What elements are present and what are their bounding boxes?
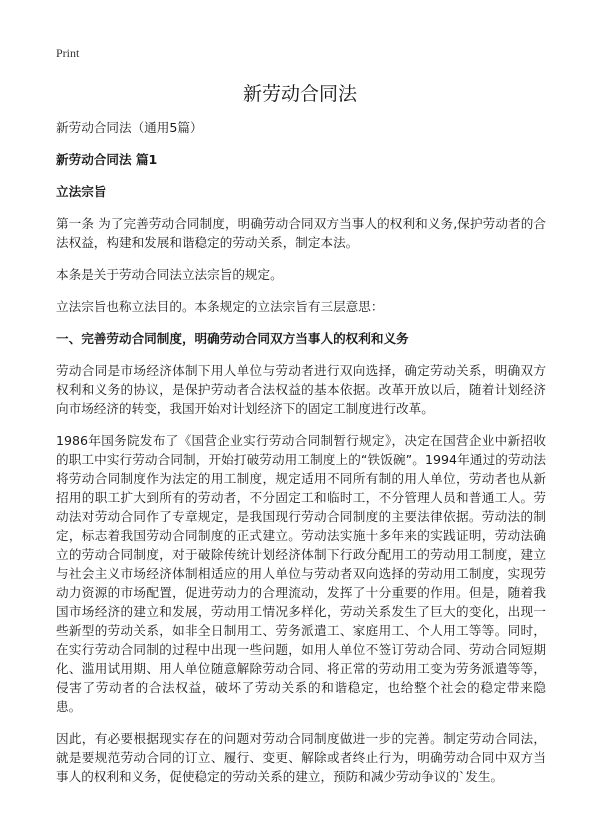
document-subtitle: 新劳动合同法（通用5篇）: [56, 120, 203, 135]
paragraph-contract-definition: 劳动合同是市场经济体制下用人单位与劳动者进行双向选择，确定劳动关系，明确双方权利和义务的协议，是保护劳动者合法权益的基本依据。改革开放以后，随着计划经济向市场经济的转变，我国开始对计划经济下的固定工制度进行改革。: [56, 363, 546, 416]
section-heading: 立法宗旨: [56, 184, 107, 199]
print-link[interactable]: Print: [56, 46, 80, 60]
paragraph-conclusion: 因此，有必要根据现实存在的问题对劳动合同制度做进一步的完善。制定劳动合同法，就是要规范劳动合同的订立、履行、变更、解除或者终止行为，明确劳动合同中双方当事人的权利和义务，促使稳定的劳动关系的建立，预防和减少劳动争议的`发生。: [56, 731, 546, 784]
paragraph-article-1: 第一条 为了完善劳动合同制度，明确劳动合同双方当事人的权利和义务,保护劳动者的合法权益，构建和发展和谐稳定的劳动关系，制定本法。: [56, 216, 546, 250]
document-title: 新劳动合同法: [242, 83, 357, 105]
paragraph-history: 1986年国务院发布了《国营企业实行劳动合同制暂行规定》，决定在国营企业中新招收的职工中实行劳动合同制，开始打破劳动用工制度上的“铁饭碗”。1994年通过的劳动法将劳动合同制度作为法定的用工制度，规定适用不同所有制的用人单位，劳动者也从新招用的职工扩大到所有的劳动者，不分固定工和临时工，不分管理人员和普通工人。劳动法对劳动合同作了专章规定，是我国现行劳动合同制度的主要法律依据。劳动法的制定，标志着我国劳动合同制度的正式建立。劳动法实施十多年来的实践证明，劳动法确立的劳动合同制度，对于破除传统计划经济体制下行政分配用工的劳动用工制度，建立与社会主义市场经济体制相适应的用人单位与劳动者双向选择的劳动用工制度，实现劳动力资源的市场配置，促进劳动力的合理流动，发挥了十分重要的作用。但是，随着我国市场经济的建立和发展，劳动用工情况多样化，劳动关系发生了巨大的变化，出现一些新型的劳动关系，如非全日制用工、劳务派遣工、家庭用工、个人用工等等。同时，在实行劳动合同制的过程中出现一些问题，如用人单位不签订劳动合同、劳动合同短期化、滥用试用期、用人单位随意解除劳动合同、将正常的劳动用工变为劳务派遣等等，侵害了劳动者的合法权益，破坏了劳动关系的和谐稳定，也给整个社会的稳定带来隐患。: [56, 433, 546, 714]
subheading-point-1: 一、完善劳动合同制度，明确劳动合同双方当事人的权利和义务: [56, 331, 409, 346]
part-heading: 新劳动合同法 篇1: [56, 152, 158, 167]
paragraph-purpose: 立法宗旨也称立法目的。本条规定的立法宗旨有三层意思：: [56, 299, 384, 314]
paragraph-note: 本条是关于劳动合同法立法宗旨的规定。: [56, 267, 283, 282]
document-body: [56, 118, 546, 799]
